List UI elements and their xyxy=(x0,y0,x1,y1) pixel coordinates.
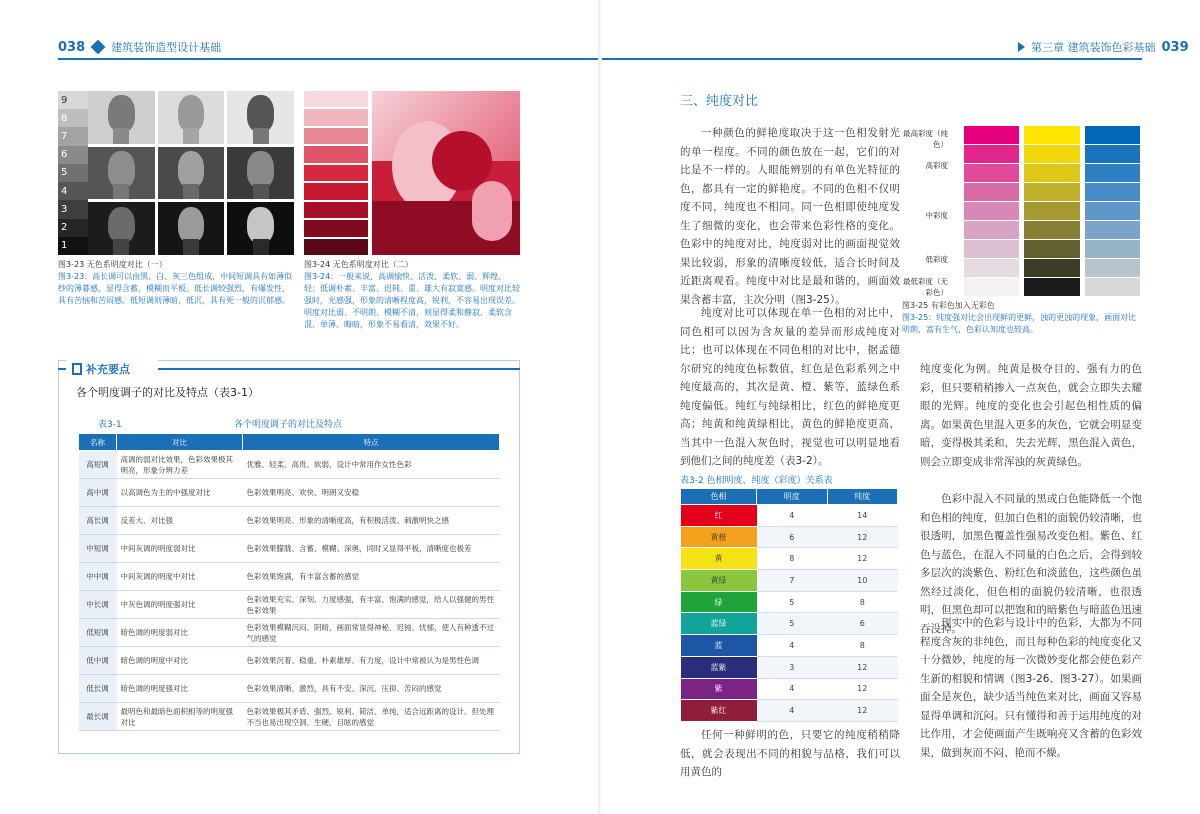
hue-swatch-cell: 黄橙 xyxy=(681,526,757,548)
chroma-level: 最低彩度（无彩色） xyxy=(903,277,948,297)
table-cell-feature: 色彩效果极其矛盾、强烈、锐利、简洁、单纯，适合远距离的设计。但处理不当也易出现空洞、生硬、目眩的感觉 xyxy=(243,703,500,731)
chapter-title: 第三章 建筑装饰色彩基础 xyxy=(1031,41,1156,54)
value-scale xyxy=(58,91,88,255)
table-row xyxy=(681,526,898,548)
section-title: 三、纯度对比 xyxy=(680,94,759,109)
table-row xyxy=(79,675,500,703)
chroma-cell: 6 xyxy=(827,613,898,635)
chroma-level: 低彩度 xyxy=(925,255,948,264)
hue-swatch-cell: 红 xyxy=(681,505,757,527)
hue-swatch-cell: 绿 xyxy=(681,591,757,613)
figure-caption: 图3-23 无色系明度对比（一） xyxy=(58,260,167,269)
chroma-cell: 8 xyxy=(827,591,898,613)
figure-3-24 xyxy=(304,91,520,255)
paragraph: 纯度变化为例。纯黄是极夺目的、强有力的色彩，但只要稍稍掺入一点灰色，就会立即失去耀眼的光辉。纯度的变化也会引起色相性质的偏离。如果黄色里混入更多的灰色，它就会明显变暗，变得极其柔和，失去光辉，黑色混入黄色，则会立即变成非常浑浊的灰黄绿色。 xyxy=(920,363,1142,468)
paragraph: 色彩中混入不同量的黑或白色能降低一个饱和色相的纯度，但加白色相的面貌仍较清晰，也很透明，加黑色覆盖性强易改变色相。紫色、红色与蓝色，在混入不同量的白色之后，会得到较多层次的淡紫色、粉红色和淡蓝色，这些颜色虽然经过淡化，但色相的面貌仍较清晰，也很透明，但黑色却可以把饱和的暗紫色与暗蓝色迅速吞没掉。 xyxy=(920,493,1142,635)
table-cell-feature: 色彩效果饱满，有丰富含蓄的感觉 xyxy=(243,563,500,591)
hue-swatch-cell: 紫红 xyxy=(681,700,757,722)
chroma-cell: 10 xyxy=(827,570,898,592)
portrait-image xyxy=(227,147,294,200)
table-cell-contrast: 中灰色调的明度强对比 xyxy=(117,591,243,619)
brightness-cell: 5 xyxy=(757,613,828,635)
chroma-cell: 12 xyxy=(827,656,898,678)
figure-caption: 图3-25 有彩色加入无彩色 xyxy=(902,301,995,310)
scale-step: 1 xyxy=(58,237,88,255)
portrait-grid xyxy=(88,91,294,255)
column-header: 名称 xyxy=(79,434,117,451)
chroma-level: 中彩度 xyxy=(925,211,948,220)
table-row xyxy=(681,591,898,613)
table-cell-feature: 色彩效果充实、深刻、力度感强，有丰富、饱满的感觉，给人以强健的男性色彩效果 xyxy=(243,591,500,619)
table-row xyxy=(681,678,898,700)
brightness-cell: 4 xyxy=(757,700,828,722)
brightness-cell: 5 xyxy=(757,591,828,613)
table-row xyxy=(79,563,500,591)
red-swatches xyxy=(304,91,368,255)
cube-icon xyxy=(91,40,106,55)
table-cell-contrast: 反差大、对比强 xyxy=(117,507,243,535)
table-cell-name: 高长调 xyxy=(79,507,117,535)
column-header: 对比 xyxy=(117,434,243,451)
figure-description: 图3-23：高长调可以由黑、白、灰三色组成，中间短调具有如薄似纱的薄暮感，显得含蓄，模糊而平板。低长调较强烈，有爆发性，具有苦恼和苦闷感。低短调则薄暗，低沉，具有死一般的沉郁感。 xyxy=(58,272,293,305)
figure-caption: 图3-24 无色系明度对比（二） xyxy=(304,260,413,269)
table-cell-contrast: 最明色和最暗色面积相等的明度强对比 xyxy=(117,703,243,731)
table-row xyxy=(681,505,898,527)
table-cell-contrast: 中间灰调的明度弱对比 xyxy=(117,535,243,563)
table-cell-name: 最长调 xyxy=(79,703,117,731)
paragraph: 现实中的色彩与设计中的色彩，大都为不同程度含灰的非纯色，而且每种色彩的纯度变化又十分微妙，纯度的每一次微妙变化都会使色彩产生新的相貌和情调（图3-26、图3-27）。如果画面全是灰色，缺少适当纯色来对比，画面又容易显得单调和沉闷。只有懂得和善于运用纯度的对比作用，才会使画面产生既响亮又含蓄的色彩效果，做到灰而不闷、艳而不燥。 xyxy=(920,617,1142,759)
table-cell-feature: 色彩效果明亮、欢快、明朗又安稳 xyxy=(243,479,500,507)
table-row xyxy=(79,591,500,619)
chroma-cell: 12 xyxy=(827,548,898,570)
chroma-cell: 12 xyxy=(827,700,898,722)
scale-step: 4 xyxy=(58,182,88,200)
table-cell-feature: 色彩效果模糊沉闷、阴暗，画面常显得神秘、迟钝、忧郁，使人有种透不过气的感觉 xyxy=(243,619,500,647)
table-row xyxy=(79,507,500,535)
table-cell-feature: 色彩效果清晰、激烈，具有不安、深沉、压抑、苦闷的感觉 xyxy=(243,675,500,703)
scale-step: 3 xyxy=(58,200,88,218)
table-title: 表3-2 色相明度、纯度（彩度）关系表 xyxy=(680,476,833,486)
table-row xyxy=(79,451,500,479)
chroma-level: 高彩度 xyxy=(925,161,948,170)
column-header: 明度 xyxy=(757,489,828,505)
table-cell-contrast: 以高调色为主的中强度对比 xyxy=(117,479,243,507)
figure-description: 图3-24：一般来说，高调愉快、活泼、柔软、弱、辉煌、轻；低调朴素、丰富、迟钝、重、雄大有寂寞感。明度对比较强时，光感强，形象的清晰程度高，锐利，不容易出现误差。明度对比弱、不明朗、模糊不清，则显得柔和静寂、柔软含混、单薄、晦暗，形象不易看清，效果不好。 xyxy=(304,272,520,329)
brightness-cell: 8 xyxy=(757,548,828,570)
table-cell-feature: 色彩效果明亮、形象的清晰度高，有积极活泼、刺激明快之感 xyxy=(243,507,500,535)
left-header xyxy=(58,38,221,56)
table-cell-name: 低长调 xyxy=(79,675,117,703)
page-number-right: 039 xyxy=(1161,39,1189,55)
portrait-image xyxy=(158,91,225,144)
table-row xyxy=(79,535,500,563)
portrait-image xyxy=(227,91,294,144)
scale-step: 6 xyxy=(58,146,88,164)
table-cell-name: 低短调 xyxy=(79,619,117,647)
table-cell-contrast: 高调的弱对比效果，色彩效果极其明亮，形象分辨力差 xyxy=(117,451,243,479)
paragraph: 任何一种鲜明的色，只要它的纯度稍稍降低，就会表现出不同的相貌与品格，我们可以用黄色的 xyxy=(680,729,900,778)
table-cell-feature: 优雅、轻柔、高贵、软弱，设计中常用作女性色彩 xyxy=(243,451,500,479)
hue-swatch-cell: 紫 xyxy=(681,678,757,700)
table-cell-name: 低中调 xyxy=(79,647,117,675)
table-row xyxy=(681,613,898,635)
column-header: 纯度 xyxy=(827,489,898,505)
table-row xyxy=(79,619,500,647)
table-cell-feature: 色彩效果沉着、稳重、朴素雄厚、有力度，设计中常被认为是男性色调 xyxy=(243,647,500,675)
scale-step: 2 xyxy=(58,219,88,237)
chroma-level: 最高彩度（纯色） xyxy=(903,129,948,149)
paragraph: 纯度对比可以体现在单一色相的对比中，同色相可以因为含灰量的差异而形成纯度对比；也可以体现在不同色相的对比中，据孟德尔研究的纯度色标数值，红色是色彩系列之中纯度最高的，其次是黄、橙、紫等，蓝绿色系纯度偏低。纯红与纯绿相比，红色的鲜艳度更高；纯黄和纯黄绿相比，黄色的鲜艳度更高，当其中一色混入灰色时，视觉也可以明显地看到他们之间的纯度差（表3-2）。 xyxy=(680,307,900,467)
arrow-icon xyxy=(1018,42,1025,52)
table-cell-name: 中中调 xyxy=(79,563,117,591)
scale-step: 9 xyxy=(58,91,88,109)
paragraph: 一种颜色的鲜艳度取决于这一色相发射光的单一程度。不同的颜色放在一起，它们的对比是不一样的。人眼能辨别的有单色光特征的色，都具有一定的鲜艳度。不同的色相不仅明度不同，纯度也不相同。同一色相即使纯度发生了细微的变化，也会带来色彩性格的变化。色彩中的纯度对比，纯度弱对比的画面视觉效果比较弱，形象的清晰度较低，适合长时间及近距离观看。纯度中对比是最和谐的，画面效果含蓄丰富，主次分明（图3-25）。 xyxy=(680,127,900,306)
chroma-cell: 14 xyxy=(827,505,898,527)
table-cell-contrast: 暗色调的明度弱对比 xyxy=(117,619,243,647)
table-cell-contrast: 中间灰调的明度中对比 xyxy=(117,563,243,591)
table-row xyxy=(79,703,500,731)
table-cell-name: 高短调 xyxy=(79,451,117,479)
portrait-image xyxy=(158,147,225,200)
table-title: 各个明度调子的对比及特点 xyxy=(234,420,343,430)
figure-3-23 xyxy=(58,91,294,255)
figure-3-25 xyxy=(902,126,1140,296)
portrait-image xyxy=(88,202,155,255)
brightness-cell: 4 xyxy=(757,678,828,700)
red-poster-image xyxy=(372,91,520,255)
right-header xyxy=(1018,38,1189,56)
supplement-heading xyxy=(72,361,130,377)
table-row xyxy=(79,647,500,675)
hue-chroma-table xyxy=(680,488,898,722)
table-label: 表3-1 xyxy=(98,420,122,430)
supplement-heading-text: 补充要点 xyxy=(86,363,130,376)
table-row xyxy=(681,635,898,657)
scale-step: 7 xyxy=(58,127,88,145)
left-page xyxy=(0,0,598,814)
hue-swatch-cell: 蓝紫 xyxy=(681,656,757,678)
brightness-cell: 3 xyxy=(757,656,828,678)
figure-description: 图3-25：纯度强对比会出现鲜的更鲜，浊的更浊的现象，画面对比明朗，富有生气，色彩认知度也较高。 xyxy=(902,313,1137,334)
table-cell-name: 中长调 xyxy=(79,591,117,619)
supplement-title: 各个明度调子的对比及特点（表3-1） xyxy=(76,386,259,399)
scale-step: 8 xyxy=(58,109,88,127)
right-page xyxy=(602,0,1200,814)
hue-swatch-cell: 蓝 xyxy=(681,635,757,657)
column-header: 色相 xyxy=(681,489,757,505)
scale-step: 5 xyxy=(58,164,88,182)
table-cell-contrast: 暗色调的明度中对比 xyxy=(117,647,243,675)
column-header: 特点 xyxy=(243,434,500,451)
portrait-image xyxy=(88,91,155,144)
table-row xyxy=(681,548,898,570)
table-cell-name: 高中调 xyxy=(79,479,117,507)
header-rule xyxy=(58,58,598,60)
page-number-left: 038 xyxy=(58,39,86,55)
hue-swatch-cell: 黄 xyxy=(681,548,757,570)
tone-contrast-table xyxy=(78,433,500,731)
table-cell-contrast: 暗色调的明度强对比 xyxy=(117,675,243,703)
header-rule xyxy=(602,58,1142,60)
table-row xyxy=(79,479,500,507)
table-cell-name: 中短调 xyxy=(79,535,117,563)
brightness-cell: 4 xyxy=(757,505,828,527)
table-row xyxy=(681,570,898,592)
book-icon xyxy=(72,363,82,375)
hue-swatch-cell: 蓝绿 xyxy=(681,613,757,635)
brightness-cell: 4 xyxy=(757,635,828,657)
brightness-cell: 6 xyxy=(757,526,828,548)
chroma-cell: 12 xyxy=(827,678,898,700)
portrait-image xyxy=(158,202,225,255)
chroma-cell: 8 xyxy=(827,635,898,657)
portrait-image xyxy=(88,147,155,200)
book-title: 建筑装饰造型设计基础 xyxy=(111,41,222,54)
chroma-cell: 12 xyxy=(827,526,898,548)
portrait-image xyxy=(227,202,294,255)
table-row xyxy=(681,700,898,722)
chroma-chart xyxy=(964,126,1140,296)
brightness-cell: 7 xyxy=(757,570,828,592)
hue-swatch-cell: 黄绿 xyxy=(681,570,757,592)
table-cell-feature: 色彩效果朦胧、含蓄、模糊、深奥，同时又显得平板，清晰度也极差 xyxy=(243,535,500,563)
table-row xyxy=(681,656,898,678)
